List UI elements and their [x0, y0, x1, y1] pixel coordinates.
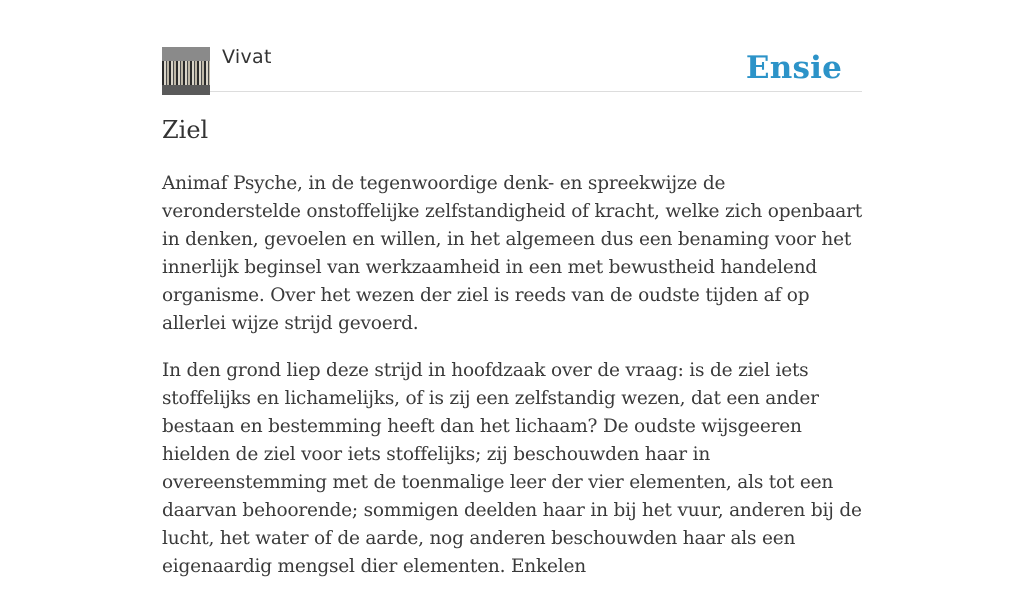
article-paragraph: In den grond liep deze strijd in hoofdzaak over de vraag: is de ziel iets stoffelijks en lichamelijks, of is zij een zelfstandig wezen, dat een ander bestaan en bestemming heeft dan het lichaam? De oudste wijsgeeren hielden de ziel voor iets stoffelijks; zij beschouwden haar in overeenstemming met de toenmalige leer der vier elementen, als tot een daarvan behoorende; sommigen deelden haar in bij het vuur, anderen bij de lucht, het water of de aarde, nog anderen beschouwden haar als een eigenaardig mengsel dier elementen. Enkelen [162, 360, 862, 577]
avatar-books [162, 61, 210, 85]
article-paragraph: Animaf Psyche, in de tegenwoordige denk- en spreekwijze de veronderstelde onstoffelijke zelfstandigheid of kracht, welke zich openbaart in denken, gevoelen en willen, in het algemeen dus een benaming voor het innerlijk beginsel van werkzaamheid in een met bewustheid handelend organisme. Over het wezen der ziel is reeds van de oudste tijden af op allerlei wijze strijd gevoerd. [162, 173, 863, 334]
site-name-link[interactable]: Vivat [222, 46, 272, 68]
article-title: Ziel [162, 116, 209, 144]
brand-logo-link[interactable]: Ensie [745, 50, 842, 86]
avatar-shelf-bottom [162, 85, 210, 95]
page [162, 0, 862, 600]
avatar-shelf-top [162, 47, 210, 61]
site-avatar[interactable] [162, 47, 210, 95]
site-header [162, 0, 862, 92]
article-body [162, 170, 862, 581]
